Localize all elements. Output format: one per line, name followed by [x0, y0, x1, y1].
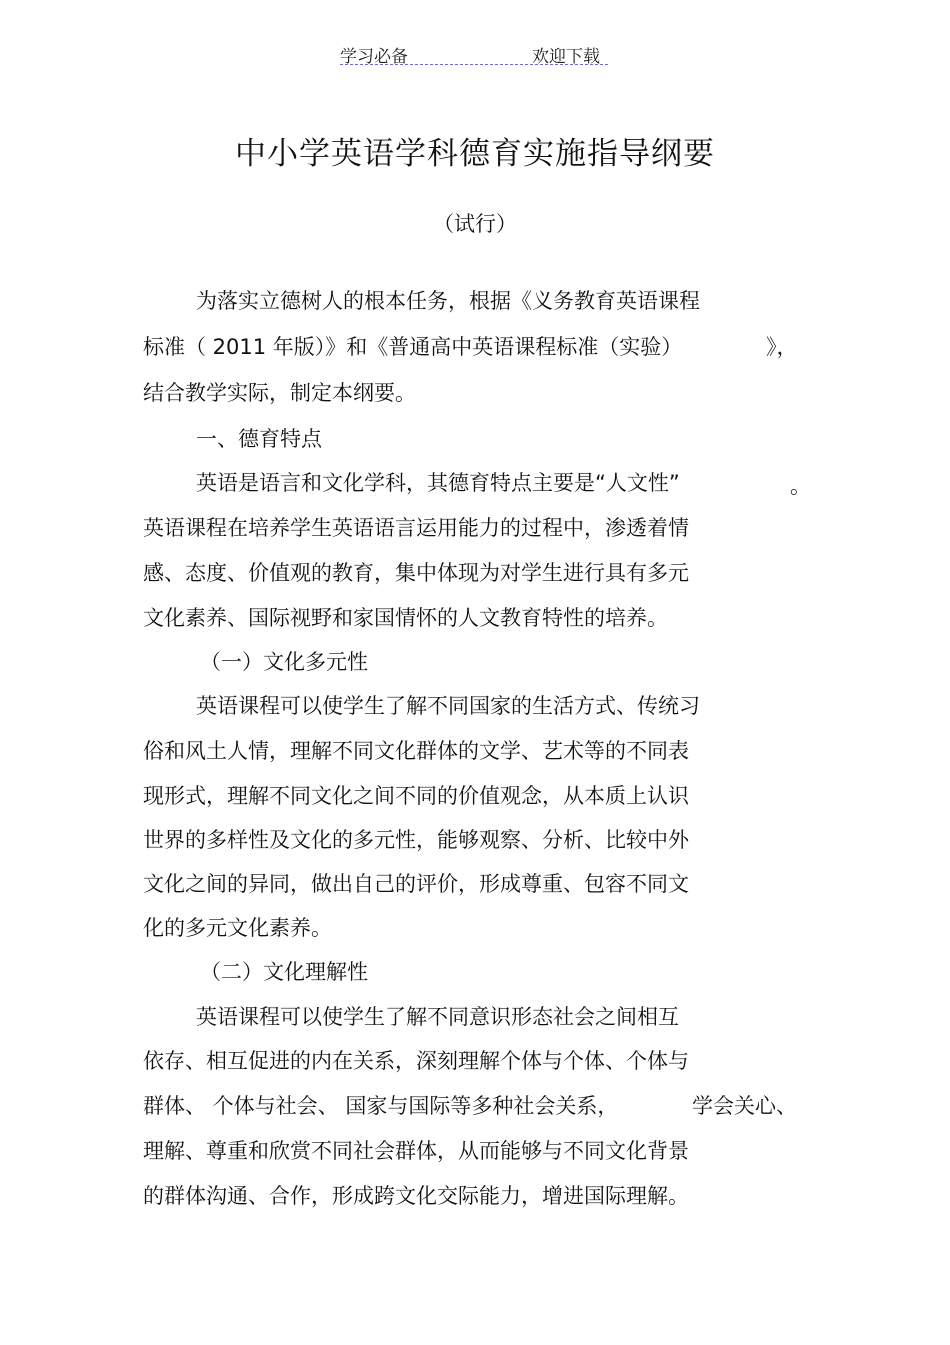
- paragraph-line: 英语是语言和文化学科，其德育特点主要是“人文性”: [196, 471, 680, 495]
- header-right-text: 欢迎下载: [532, 47, 600, 67]
- paragraph-line: 世界的多样性及文化的多元性，能够观察、分析、比较中外: [143, 828, 689, 852]
- paragraph-line: 的群体沟通、合作，形成跨文化交际能力，增进国际理解。: [143, 1184, 689, 1208]
- paragraph-line: 文化素养、国际视野和家国情怀的人文教育特性的培养。: [143, 606, 668, 630]
- paragraph-line: 标准（ 2011 年版）》和《普通高中英语课程标准（实验）: [143, 335, 683, 359]
- document-title: 中小学英语学科德育实施指导纲要: [235, 136, 715, 172]
- paragraph-line: 化的多元文化素养。: [143, 916, 332, 940]
- header-left-text: 学习必备: [340, 47, 408, 67]
- document-subtitle: （试行）: [433, 212, 517, 236]
- paragraph-line: 为落实立德树人的根本任务，根据《义务教育英语课程: [196, 289, 700, 313]
- paragraph-line: 文化之间的异同，做出自己的评价，形成尊重、包容不同文: [143, 872, 689, 896]
- paragraph-line: 英语课程可以使学生了解不同意识形态社会之间相互: [196, 1005, 679, 1029]
- paragraph-line: 现形式，理解不同文化之间不同的价值观念，从本质上认识: [143, 784, 689, 808]
- paragraph-line: 理解、尊重和欣赏不同社会群体，从而能够与不同文化背景: [143, 1139, 689, 1163]
- paragraph-line: 依存、相互促进的内在关系，深刻理解个体与个体、个体与: [143, 1049, 689, 1073]
- subsection-heading: （一）文化多元性: [200, 650, 368, 674]
- section-heading: 一、德育特点: [196, 427, 322, 451]
- page-header: [340, 38, 608, 66]
- paragraph-line: 英语课程在培养学生英语语言运用能力的过程中，渗透着情: [143, 516, 689, 540]
- paragraph-line: 群体、 个体与社会、 国家与国际等多种社会关系，: [143, 1094, 619, 1118]
- paragraph-line-tail: 。: [790, 474, 811, 498]
- paragraph-line: 结合教学实际，制定本纲要。: [143, 381, 416, 405]
- paragraph-line: 英语课程可以使学生了解不同国家的生活方式、传统习: [196, 694, 700, 718]
- subsection-heading: （二）文化理解性: [200, 960, 368, 984]
- paragraph-line-tail: 》，: [766, 335, 798, 359]
- paragraph-line: 感、态度、价值观的教育，集中体现为对学生进行具有多元: [143, 561, 689, 585]
- paragraph-line: 俗和风土人情，理解不同文化群体的文学、艺术等的不同表: [143, 739, 689, 763]
- header-dashed-rule: [340, 64, 608, 65]
- paragraph-line-tail: 学会关心、: [692, 1094, 797, 1118]
